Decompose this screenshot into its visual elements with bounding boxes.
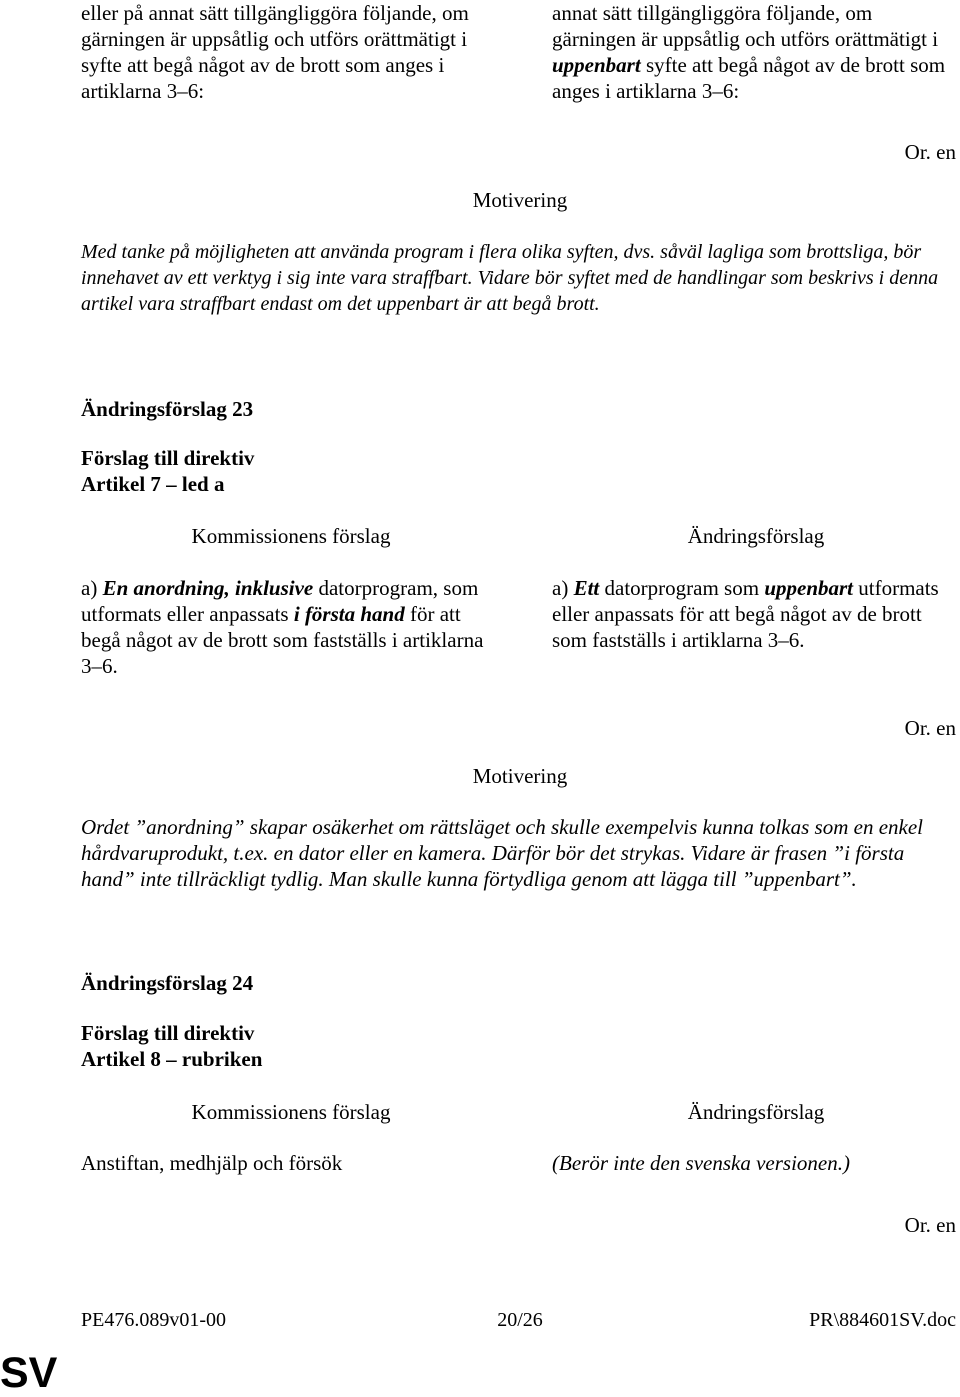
amendment23-left-part-e: för att begå något av de brott som fastställs i artiklarna 3–6. bbox=[81, 602, 484, 678]
amendment24-proposal: Förslag till direktiv bbox=[81, 1021, 255, 1045]
amendment23-right-text bbox=[552, 575, 954, 653]
amendment24-right-text: (Berör inte den svenska versionen.) bbox=[552, 1151, 850, 1175]
footer-reference: PE476.089v01-00 bbox=[81, 1309, 226, 1331]
table1-right-text-pre: annat sätt tillgängliggöra följande, om gärningen är uppsåtlig och utförs orättmätigt i bbox=[552, 1, 939, 51]
justification1-heading: Motivering bbox=[472, 188, 568, 212]
table1-left-text: eller på annat sätt tillgängliggöra följande, om gärningen är uppsåtlig och utförs orättmätigt i syfte att begå något av de brott som anges i artiklarna 3–6: bbox=[81, 1, 469, 103]
amendment24-left-text: Anstiftan, medhjälp och försök bbox=[81, 1151, 343, 1175]
table1-right-cell bbox=[552, 0, 960, 104]
amendment23-left-part-a: a) bbox=[81, 576, 103, 600]
amendment23-col-right-heading: Ändringsförslag bbox=[687, 524, 825, 548]
justification1-text: Med tanke på möjligheten att använda program i flera olika syften, dvs. såväl lagliga som brottsliga, bör innehavet av ett verktyg i sig inte vara straffbart. Vidare bör syftet med de handlingar som beskrivs i denna artikel vara straffbart endast om det uppenbart är att begå brott. bbox=[81, 241, 939, 315]
amendment23-col-left-heading: Kommissionens förslag bbox=[191, 524, 391, 548]
amendment24-article: Artikel 8 – rubriken bbox=[81, 1047, 263, 1071]
amendment23-left-part-d: i första hand bbox=[293, 602, 405, 626]
amendment24-col-left-heading: Kommissionens förslag bbox=[191, 1100, 391, 1124]
footer-document-id: PR\884601SV.doc bbox=[809, 1309, 956, 1331]
original-language-1: Or. en bbox=[904, 140, 956, 164]
table1-right-text-emphasis: uppenbart bbox=[552, 53, 641, 77]
original-language-3: Or. en bbox=[904, 1213, 956, 1237]
amendment23-right-part-c: datorprogram som bbox=[599, 576, 765, 600]
amendment23-title: Ändringsförslag 23 bbox=[81, 397, 254, 421]
amendment23-right-part-b: Ett bbox=[573, 576, 600, 600]
amendment24-title: Ändringsförslag 24 bbox=[81, 971, 254, 995]
amendment23-article: Artikel 7 – led a bbox=[81, 472, 225, 496]
amendment23-proposal: Förslag till direktiv bbox=[81, 446, 255, 470]
amendment23-right-part-a: a) bbox=[552, 576, 574, 600]
justification2-heading: Motivering bbox=[472, 764, 568, 788]
amendment23-right-part-e: utformats eller anpassats för att begå något av de brott som fastställs i artiklarna 3–6. bbox=[552, 576, 939, 652]
amendment23-right-part-d: uppenbart bbox=[764, 576, 853, 600]
amendment23-left-part-b: En anordning, inklusive bbox=[102, 576, 314, 600]
table1-right-text-post: syfte att begå något av de brott som anges i artiklarna 3–6: bbox=[552, 53, 946, 103]
amendment23-left-part-c: datorprogram, som utformats eller anpassats bbox=[81, 576, 479, 626]
amendment23-left-text bbox=[81, 575, 493, 679]
original-language-2: Or. en bbox=[904, 716, 956, 740]
language-tag: SV bbox=[0, 1349, 58, 1397]
amendment24-col-right-heading: Ändringsförslag bbox=[687, 1100, 825, 1124]
footer-page-number: 20/26 bbox=[497, 1309, 543, 1331]
justification2-text: Ordet ”anordning” skapar osäkerhet om rättsläget och skulle exempelvis kunna tolkas som en enkel hårdvaruprodukt, t.ex. en dator eller en kamera. Därför bör det strykas. Vidare är frasen ”i första hand” inte tillräckligt tydlig. Man skulle kunna förtydliga genom att lägga till ”uppenbart”. bbox=[81, 815, 923, 891]
table1-left-cell bbox=[81, 0, 501, 104]
